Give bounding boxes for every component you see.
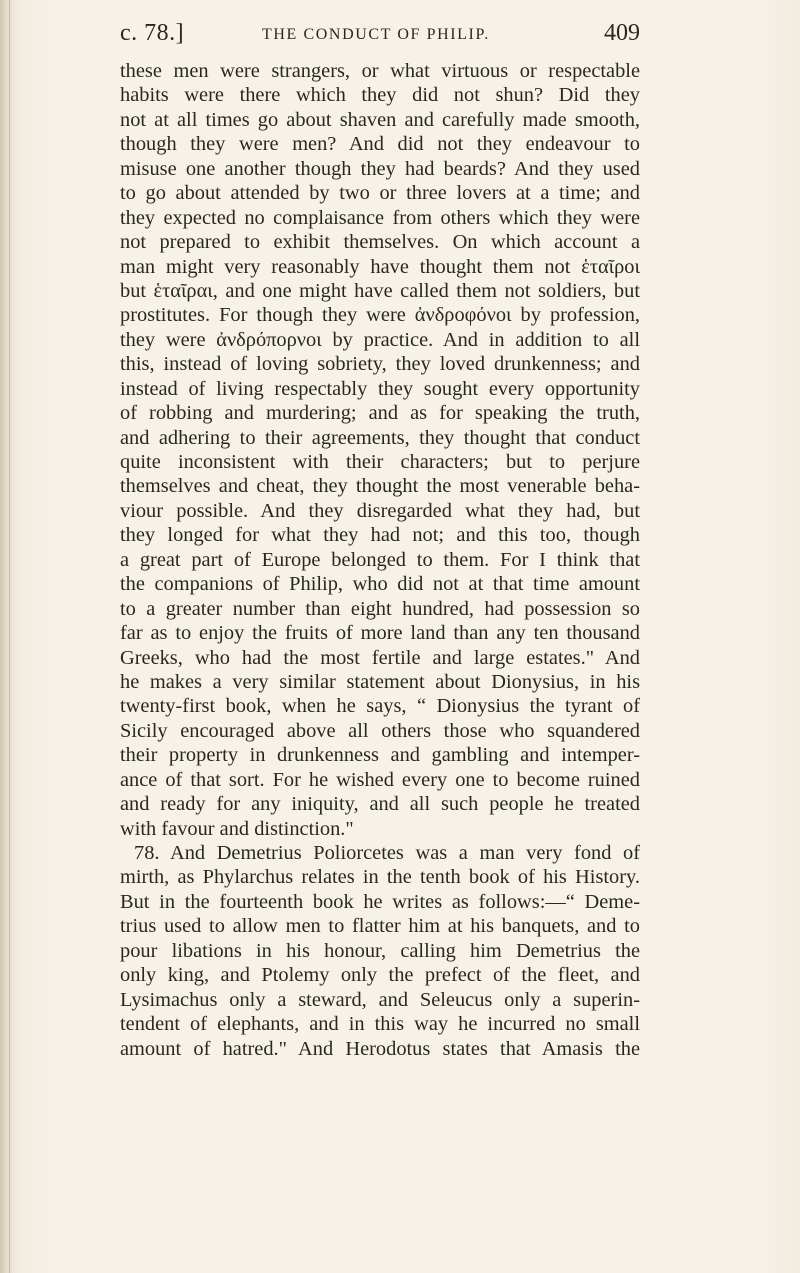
text-line: to go about attended by two or three lovers at a time; and — [120, 182, 640, 205]
text-line: they longed for what they had not; and this too, though — [120, 524, 640, 547]
text-line: twenty-first book, when he says, “ Dionysius the tyrant of — [120, 695, 640, 718]
body-text — [120, 59, 640, 1061]
text-line: their property in drunkenness and gambling and intemper- — [120, 744, 640, 767]
text-line: trius used to allow men to flatter him at his banquets, and to — [120, 915, 640, 938]
text-line: a great part of Europe belonged to them. For I think that — [120, 548, 640, 571]
page-header — [120, 20, 640, 52]
text-line: they expected no complaisance from others which they were — [120, 206, 640, 229]
text-line: pour libations in his honour, calling him Demetrius the — [120, 939, 640, 962]
text-line: Lysimachus only a steward, and Seleucus only a superin- — [120, 988, 640, 1011]
text-line: this, instead of loving sobriety, they loved drunkenness; and — [120, 353, 640, 376]
text-line: he makes a very similar statement about Dionysius, in his — [120, 670, 640, 693]
text-line: far as to enjoy the fruits of more land than any ten thousand — [120, 622, 640, 645]
running-title: THE CONDUCT OF PHILIP. — [262, 26, 490, 43]
text-line: But in the fourteenth book he writes as follows:—“ Deme- — [120, 890, 640, 913]
text-line: not at all times go about shaven and carefully made smooth, — [120, 108, 640, 131]
text-line: with favour and distinction." — [120, 817, 354, 840]
text-line: they were ἀνδρόπορνοι by practice. And in addition to all — [120, 328, 640, 351]
section-reference: c. 78.] — [120, 20, 185, 46]
text-line: amount of hatred." And Herodotus states that Amasis the — [120, 1037, 640, 1060]
text-line: Greeks, who had the most fertile and large estates." And — [120, 646, 640, 669]
text-line: misuse one another though they had beards? And they used — [120, 157, 640, 180]
text-line: but ἑταῖραι, and one might have called them not soldiers, but — [120, 279, 640, 302]
text-line: habits were there which they did not shun? Did they — [120, 84, 640, 107]
text-line: instead of living respectably they sought every opportunity — [120, 377, 640, 400]
text-line: to a greater number than eight hundred, had possession so — [120, 597, 640, 620]
text-line: tendent of elephants, and in this way he incurred no small — [120, 1013, 640, 1036]
text-line: not prepared to exhibit themselves. On which account a — [120, 231, 640, 254]
page-number: 409 — [604, 20, 640, 46]
text-line: only king, and Ptolemy only the prefect of the fleet, and — [120, 964, 640, 987]
text-line: and adhering to their agreements, they thought that conduct — [120, 426, 640, 449]
text-line: the companions of Philip, who did not at that time amount — [120, 573, 640, 596]
text-line: ance of that sort. For he wished every one to become ruined — [120, 768, 640, 791]
text-line: though they were men? And did not they endeavour to — [120, 133, 640, 156]
text-line: and ready for any iniquity, and all such people he treated — [120, 793, 640, 816]
text-line: Sicily encouraged above all others those who squandered — [120, 719, 640, 742]
text-line: mirth, as Phylarchus relates in the tenth book of his History. — [120, 866, 640, 889]
text-line: quite inconsistent with their characters; but to perjure — [120, 451, 640, 473]
text-line: themselves and cheat, they thought the most venerable beha- — [120, 475, 640, 498]
binding-gutter — [0, 0, 14, 1273]
text-line: these men were strangers, or what virtuous or respectable — [120, 60, 640, 82]
text-line: man might very reasonably have thought them not ἑταῖροι — [120, 255, 640, 278]
gutter-line — [9, 0, 10, 1273]
text-line: viour possible. And they disregarded what they had, but — [120, 499, 640, 522]
text-line-section-start: 78. And Demetrius Poliorcetes was a man very fond of — [134, 842, 640, 864]
text-line: prostitutes. For though they were ἀνδροφόνοι by profession, — [120, 304, 640, 327]
text-line: of robbing and murdering; and as for speaking the truth, — [120, 402, 640, 425]
